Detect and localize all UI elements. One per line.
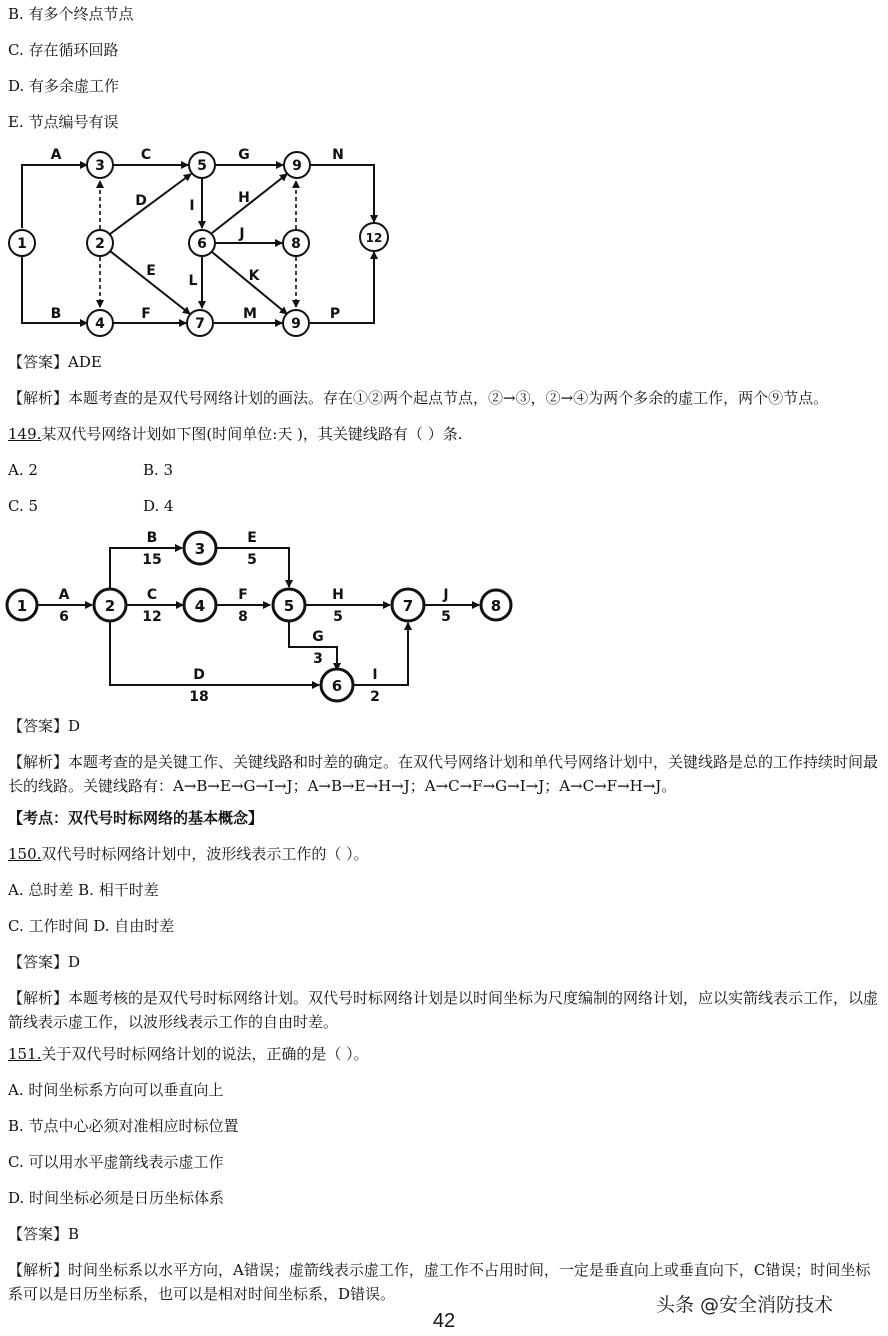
work-label: G xyxy=(312,629,324,645)
option-row: A. 总时差 B. 相干时差 xyxy=(8,881,159,899)
page-number: 42 xyxy=(432,1310,456,1332)
option-b: B. 有多个终点节点 xyxy=(8,5,134,23)
work-label: I xyxy=(372,667,378,683)
work-label: H xyxy=(238,190,250,206)
work-duration: 5 xyxy=(333,609,343,625)
question-number: 150. xyxy=(8,845,42,863)
node-label: 1 xyxy=(17,236,27,252)
network-diagram-q148 xyxy=(0,140,400,340)
option-d: D. 4 xyxy=(143,497,174,515)
option-c: C. 可以用水平虚箭线表示虚工作 xyxy=(8,1153,224,1171)
option-d: D. 时间坐标必须是日历坐标体系 xyxy=(8,1189,225,1207)
node-label: 2 xyxy=(104,597,116,615)
node-label: 8 xyxy=(490,597,502,615)
work-duration: 12 xyxy=(142,609,162,625)
node-label: 9 xyxy=(291,316,301,332)
topic-heading: 【考点：双代号时标网络的基本概念】 xyxy=(8,809,264,827)
answer-q151: 【答案】B xyxy=(8,1225,80,1243)
option-e: E. 节点编号有误 xyxy=(8,113,119,131)
work-label: D xyxy=(135,193,147,209)
node-label: 8 xyxy=(291,236,301,252)
node-label: 9 xyxy=(292,158,302,174)
option-a: A. 2 xyxy=(8,461,38,479)
node-label: 2 xyxy=(95,236,105,252)
node-label: 4 xyxy=(95,316,105,332)
work-label: M xyxy=(243,306,257,322)
work-label: N xyxy=(332,147,344,163)
option-b: B. 节点中心必须对准相应时标位置 xyxy=(8,1117,239,1135)
option-c: C. 存在循环回路 xyxy=(8,41,119,59)
work-label: E xyxy=(146,263,156,279)
option-row xyxy=(8,460,882,480)
node-label: 3 xyxy=(194,540,206,558)
work-duration: 6 xyxy=(59,609,69,625)
node-label: 7 xyxy=(195,316,205,332)
work-label: B xyxy=(50,306,62,322)
node-label: 12 xyxy=(365,231,383,245)
work-label: H xyxy=(332,587,344,603)
work-label: F xyxy=(141,306,151,322)
question-150 xyxy=(8,844,882,864)
work-label: K xyxy=(248,268,260,284)
work-label: E xyxy=(247,530,257,546)
work-label: A xyxy=(50,147,62,163)
answer-q148: 【答案】ADE xyxy=(8,353,102,371)
option-a: A. 时间坐标系方向可以垂直向上 xyxy=(8,1081,224,1099)
work-duration: 8 xyxy=(238,609,248,625)
watermark: 头条 @安全消防技术 xyxy=(656,1294,834,1316)
work-label: F xyxy=(238,587,248,603)
work-duration: 3 xyxy=(313,651,323,667)
work-label: I xyxy=(189,198,195,214)
work-label: J xyxy=(239,226,245,242)
analysis-q149: 【解析】本题考查的是关键工作、关键线路和时差的确定。在双代号网络计划和单代号网络计划中，关键线路是总的工作持续时间最长的线路。关键线路有：A→B→E→G→I→J；A→B→E→H→J；A→C→F→G→I→J；A→C→F→H→J。 xyxy=(8,753,879,795)
analysis-q150: 【解析】本题考核的是双代号时标网络计划。双代号时标网络计划是以时间坐标为尺度编制的网络计划，应以实箭线表示工作，以虚箭线表示虚工作，以波形线表示工作的自由时差。 xyxy=(8,989,879,1031)
work-duration: 2 xyxy=(370,689,380,705)
answer-q150: 【答案】D xyxy=(8,953,81,971)
question-151 xyxy=(8,1044,882,1064)
option-c: C. 5 xyxy=(8,497,39,515)
work-label: G xyxy=(238,147,250,163)
network-diagram-q149 xyxy=(0,525,520,705)
work-label: D xyxy=(193,667,205,683)
work-label: A xyxy=(58,587,70,603)
analysis-q148: 【解析】本题考查的是双代号网络计划的画法。存在①②两个起点节点，②→③，②→④为两个多余的虚工作，两个⑨节点。 xyxy=(8,389,829,407)
question-149 xyxy=(8,424,882,444)
option-row xyxy=(8,496,882,516)
question-number: 151. xyxy=(8,1045,42,1063)
work-label: C xyxy=(140,147,152,163)
node-label: 3 xyxy=(95,158,105,174)
work-label: B xyxy=(146,530,158,546)
node-label: 7 xyxy=(402,597,414,615)
question-number: 149. xyxy=(8,425,42,443)
work-duration: 5 xyxy=(441,609,451,625)
work-duration: 18 xyxy=(189,689,209,705)
node-label: 6 xyxy=(197,236,207,252)
work-duration: 5 xyxy=(247,552,257,568)
option-row: C. 工作时间 D. 自由时差 xyxy=(8,917,175,935)
work-label: L xyxy=(188,273,198,289)
node-label: 5 xyxy=(197,158,207,174)
node-label: 4 xyxy=(194,597,206,615)
node-label: 6 xyxy=(331,677,343,695)
analysis-q151: 【解析】时间坐标系以水平方向，A错误；虚箭线表示虚工作，虚工作不占用时间，一定是垂直向上或垂直向下，C错误；时间坐标系可以是日历坐标系，也可以是相对时间坐标系，D错误。 xyxy=(8,1261,871,1303)
question-stem: 双代号时标网络计划中，波形线表示工作的（ ）。 xyxy=(41,845,369,863)
question-stem: 关于双代号时标网络计划的说法，正确的是（ ）。 xyxy=(41,1045,369,1063)
answer-q149: 【答案】D xyxy=(8,717,81,735)
work-label: J xyxy=(443,587,449,603)
work-duration: 15 xyxy=(142,552,162,568)
node-label: 1 xyxy=(16,597,28,615)
node-label: 5 xyxy=(283,597,295,615)
question-stem: 某双代号网络计划如下图(时间单位:天 )，其关键线路有（ ）条. xyxy=(41,425,463,443)
option-b: B. 3 xyxy=(143,461,174,479)
work-label: C xyxy=(146,587,158,603)
work-label: P xyxy=(329,306,341,322)
option-d: D. 有多余虚工作 xyxy=(8,77,120,95)
